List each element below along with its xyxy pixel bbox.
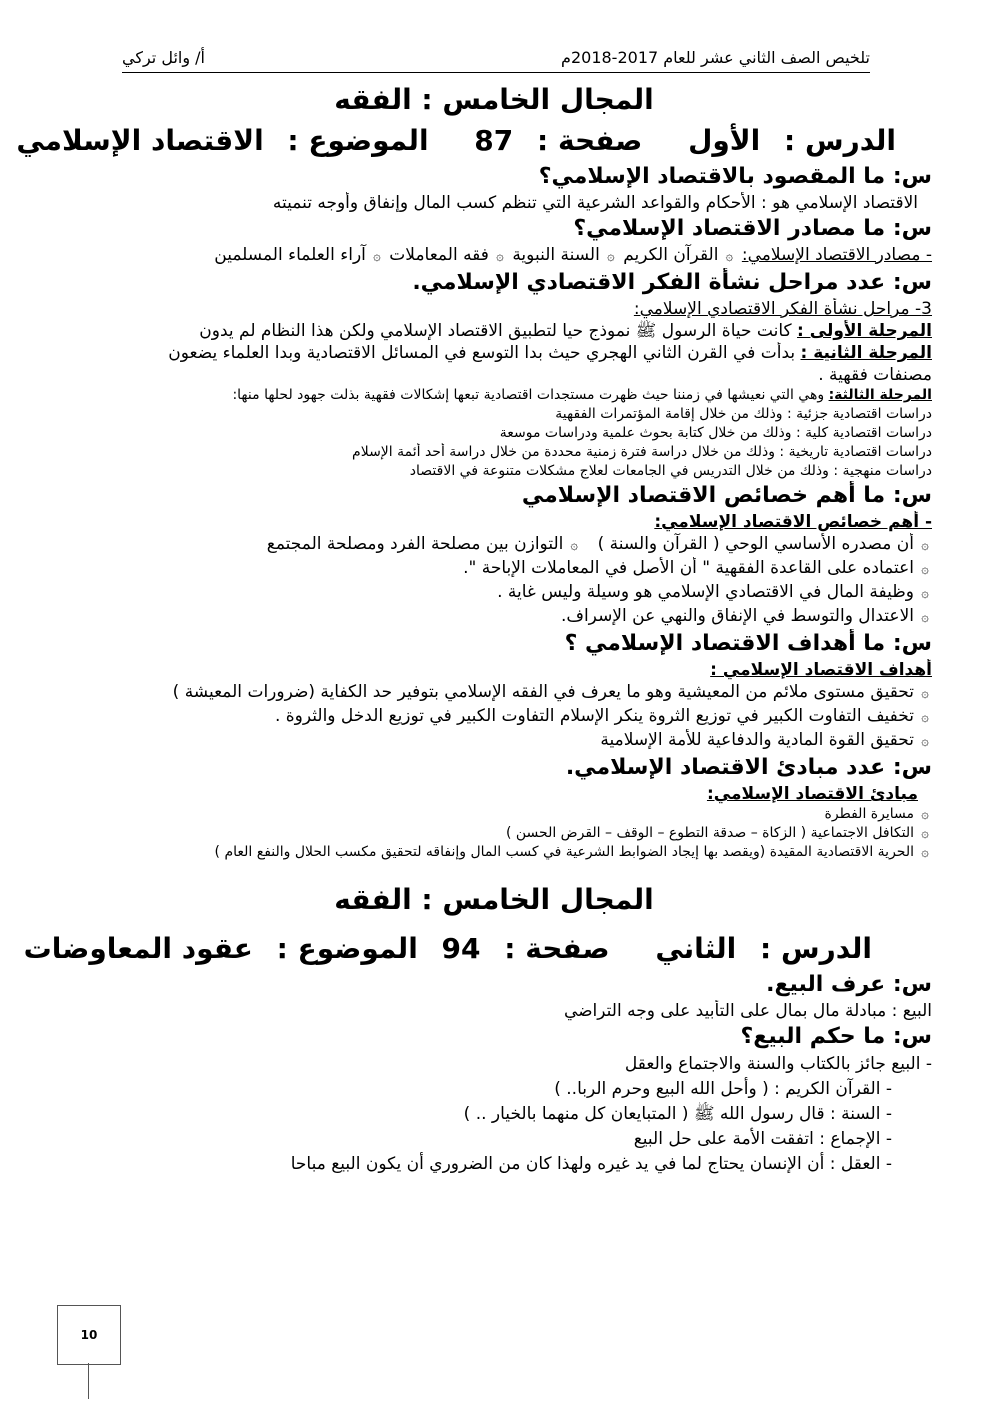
question-heading: س: ما حكم البيع؟ [740, 1024, 932, 1049]
list-item: - القرآن الكريم : ( وأحل الله البيع وحرم الربا.. ) [554, 1079, 892, 1099]
source-item: فقه المعاملات [389, 245, 489, 265]
flower-bullet-icon: ۞ [921, 845, 929, 860]
source-item: آراء العلماء المسلمين [214, 245, 366, 265]
flower-bullet-icon: ۞ [373, 249, 381, 264]
lesson-name: الأول [688, 124, 761, 157]
domain-title: المجال الخامس : الفقه [334, 83, 654, 116]
feature-item: وظيفة المال في الاقتصادي الإسلامي هو وسيلة وليس غاية . [497, 582, 914, 602]
page-header [122, 46, 870, 73]
list-item [56, 805, 932, 824]
goals-intro: أهداف الاقتصاد الإسلامي : [710, 660, 932, 680]
teacher-name: أ/ وائل تركي [122, 48, 205, 67]
answer-text: البيع : مبادلة مال بمال على التأبيد على وجه التراضي [563, 1001, 932, 1021]
flower-bullet-icon: ۞ [921, 826, 929, 841]
feature-item: الاعتدال والتوسط في الإنفاق والنهي عن الإسراف. [560, 606, 914, 626]
page-label: صفحة : [537, 124, 643, 157]
list-item [56, 824, 932, 843]
lesson-label: الدرس : [784, 124, 896, 157]
list-item: دراسات اقتصادية كلية : وذلك من خلال كتابة بحوث علمية ودراسات موسعة [499, 425, 932, 441]
page-label: صفحة : [504, 932, 610, 965]
topic-label: الموضوع : [276, 932, 418, 965]
principle-item: الحرية الاقتصادية المقيدة (ويقصد بها إيجاد الضوابط الشرعية في كسب المال وإنفاقه لتحقيق مكسب الحلال والنفع العام ) [214, 844, 914, 860]
page-content [16, 80, 932, 1177]
question-heading: س: ما أهم خصائص الاقتصاد الإسلامي [521, 483, 932, 508]
page-no: 87 [474, 124, 514, 157]
flower-bullet-icon: ۞ [921, 807, 929, 822]
principle-item: مسايرة الفطرة [824, 806, 914, 822]
domain-title: المجال الخامس : الفقه [334, 883, 654, 916]
page-no: 94 [441, 932, 481, 965]
list-item [56, 705, 932, 729]
flower-bullet-icon: ۞ [496, 249, 504, 264]
list-item [56, 581, 932, 605]
question-heading: س: ما أهداف الاقتصاد الإسلامي ؟ [564, 631, 932, 656]
stage-text: كانت حياة الرسول ﷺ نموذج حيا لتطبيق الاقتصاد الإسلامي ولكن هذا النظام لم يدون [199, 321, 792, 341]
list-item: - الإجماع : اتفقت الأمة على حل البيع [633, 1129, 892, 1149]
principle-item: التكافل الاجتماعية ( الزكاة – صدقة التطوع – الوقف – القرض الحسن ) [505, 825, 914, 841]
flower-bullet-icon: ۞ [921, 538, 929, 553]
list-item: دراسات اقتصادية تاريخية : وذلك من خلال دراسة فترة زمنية محددة من خلال دراسة أحد أئمة الإسلام [352, 444, 932, 460]
feature-item: التوازن بين مصلحة الفرد ومصلحة المجتمع [266, 534, 564, 554]
goal-item: تحقيق القوة المادية والدفاعية للأمة الإسلامية [600, 730, 914, 750]
footer-rule [88, 1363, 89, 1399]
list-item [56, 557, 932, 581]
goal-item: تحقيق مستوى ملائم من المعيشية وهو ما يعرف في الفقه الإسلامي بتوفير حد الكفاية (ضرورات المعيشة ) [172, 682, 914, 702]
question-heading: س: عدد مبادئ الاقتصاد الإسلامي. [565, 755, 932, 780]
flower-bullet-icon: ۞ [921, 686, 929, 701]
flower-bullet-icon: ۞ [725, 249, 734, 264]
answer-text: الاقتصاد الإسلامي هو : الأحكام والقواعد الشرعية التي تنظم كسب المال وإنفاق وأوجه تنميته [272, 193, 918, 213]
stage-1 [56, 320, 932, 342]
lesson-line [23, 928, 932, 970]
stage-label: المرحلة الأولى : [797, 321, 932, 341]
flower-bullet-icon: ۞ [921, 734, 929, 749]
flower-bullet-icon: ۞ [921, 610, 929, 625]
stages-intro: 3- مراحل نشأة الفكر الاقتصادي الإسلامي: [633, 299, 932, 319]
list-item: دراسات اقتصادية جزئية : وذلك من خلال إقامة المؤتمرات الفقهية [555, 406, 932, 422]
topic-label: الموضوع : [287, 124, 429, 157]
stage-label: المرحلة الثانية : [800, 343, 932, 363]
flower-bullet-icon: ۞ [921, 562, 929, 577]
stage-text: وهي التي نعيشها في زمننا حيث ظهرت مستجدات اقتصادية تبعها إشكالات فقهية بذلت جهود لحلها منها: [232, 387, 825, 403]
page-number: 10 [57, 1305, 121, 1365]
goal-item: تخفيف التفاوت الكبير في توزيع الثروة ينكر الإسلام التفاوت الكبير في توزيع الدخل والثروة . [274, 706, 914, 726]
stage-3 [56, 386, 932, 405]
feature-item: اعتماده على القاعدة الفقهية " أن الأصل في المعاملات الإباحة ". [463, 558, 914, 578]
features-intro: - أهم خصائص الاقتصاد الإسلامي: [654, 512, 932, 532]
question-heading: س: ما مصادر الاقتصاد الإسلامي؟ [573, 216, 932, 241]
stage-label: المرحلة الثالثة: [828, 387, 932, 403]
flower-bullet-icon: ۞ [570, 538, 579, 553]
list-item: - العقل : أن الإنسان يحتاج لما في يد غيره ولهذا كان من الضروري أن يكون البيع مباحا [290, 1154, 892, 1174]
question-heading: س: عرف البيع. [766, 972, 932, 997]
source-item: السنة النبوية [512, 245, 600, 265]
flower-bullet-icon: ۞ [607, 249, 615, 264]
lesson-label: الدرس : [760, 932, 872, 965]
list-item [56, 533, 932, 557]
flower-bullet-icon: ۞ [921, 586, 929, 601]
stage-2-cont: مصنفات فقهية . [818, 365, 932, 385]
lesson-line [16, 120, 932, 162]
stage-text: بدأت في القرن الثاني الهجري حيث بدا التوسع في المسائل الاقتصادية وبدا العلماء يضعون [168, 343, 796, 363]
list-item [56, 729, 932, 753]
ruling-intro: - البيع جائز بالكتاب والسنة والاجتماع والعقل [624, 1054, 932, 1074]
topic: عقود المعاوضات [23, 932, 253, 965]
question-heading: س: عدد مراحل نشأة الفكر الاقتصادي الإسلامي. [412, 270, 932, 295]
sources-prefix: - مصادر الاقتصاد الإسلامي: [741, 245, 932, 265]
sources-line [56, 244, 932, 268]
list-item: - السنة : قال رسول الله ﷺ ( المتبايعان كل منهما بالخيار .. ) [463, 1104, 892, 1124]
list-item: دراسات منهجية : وذلك من خلال التدريس في الجامعات لعلاج مشكلات متنوعة في الاقتصاد [409, 463, 932, 479]
source-item: القرآن الكريم [623, 245, 719, 265]
stage-2 [56, 342, 932, 364]
feature-item: أن مصدره الأساسي الوحي ( القرآن والسنة ) [597, 534, 914, 554]
principles-intro: مبادئ الاقتصاد الإسلامي: [706, 784, 918, 804]
list-item [56, 843, 932, 862]
summary-title: تلخيص الصف الثاني عشر للعام 2017-2018م [561, 48, 870, 67]
list-item [56, 605, 932, 629]
lesson-name: الثاني [655, 932, 737, 965]
list-item [56, 681, 932, 705]
question-heading: س: ما المقصود بالاقتصاد الإسلامي؟ [538, 164, 932, 189]
topic: الاقتصاد الإسلامي [16, 124, 264, 157]
flower-bullet-icon: ۞ [921, 710, 929, 725]
